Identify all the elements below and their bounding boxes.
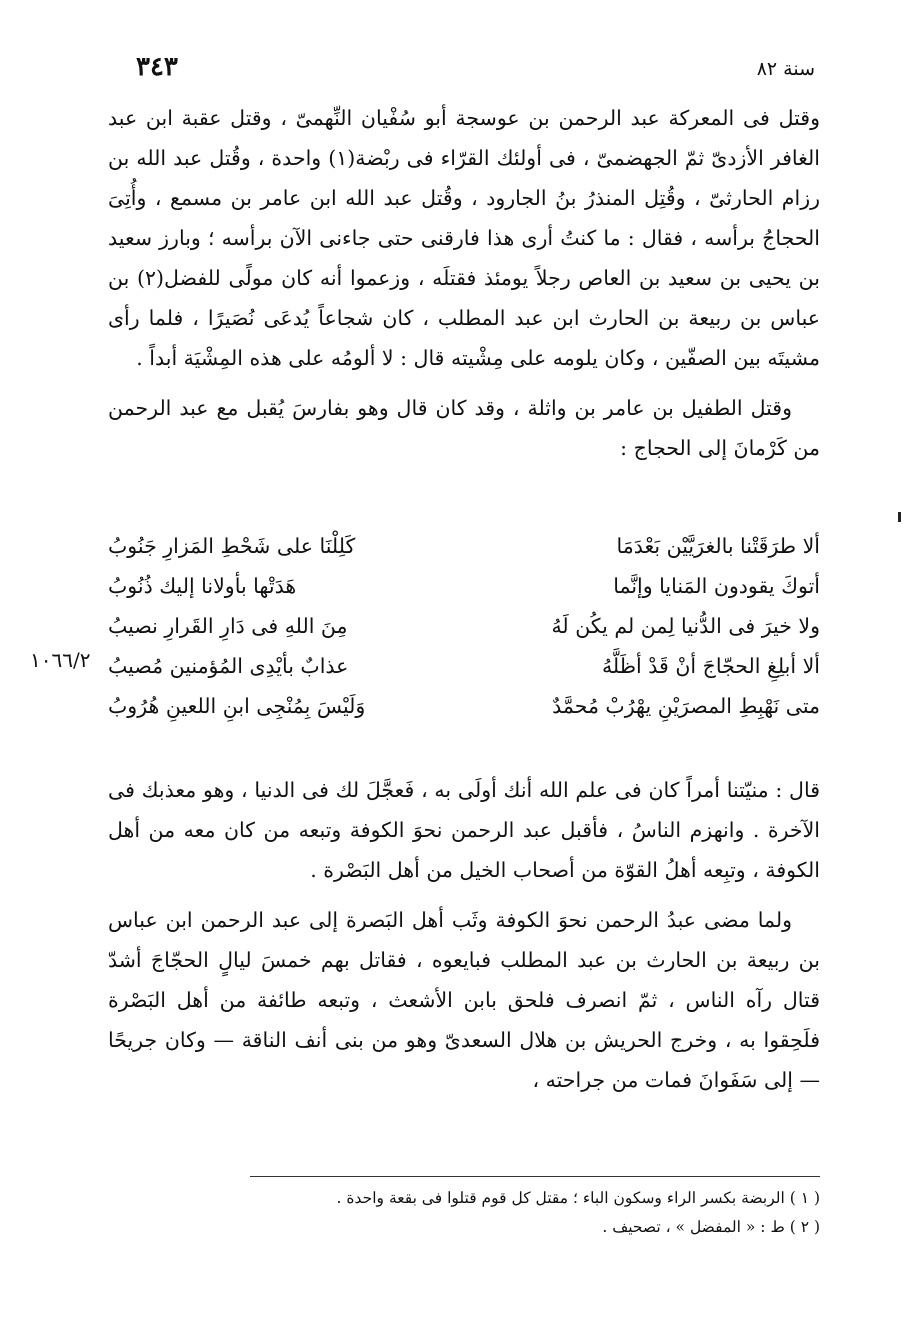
- footnote-1: ( ١ ) الربضة بكسر الراء وسكون الباء ؛ مقتل كل قوم قتلوا فى بقعة واحدة .: [336, 1189, 820, 1207]
- footnotes: [250, 1184, 820, 1242]
- verse-first-hemistich: متى نَهْبِطِ المصرَيْنِ يهْرُبْ مُحمَّدٌ: [552, 694, 820, 718]
- poem: [108, 530, 820, 730]
- poem-verse: [108, 610, 820, 650]
- year-label: سنة ٨٢: [756, 58, 815, 80]
- page-number: ٣٤٣: [136, 52, 178, 82]
- margin-reference: ١٠٦٦/٢: [30, 648, 91, 672]
- verse-first-hemistich: ألا أبلِغِ الحجّاجَ أنْ قَدْ أظَلَّهُ: [601, 654, 820, 678]
- margin-mark: [898, 512, 901, 522]
- paragraph-2: وقتل الطفيل بن عامر بن واثلة ، وقد كان قال وهو بفارسَ يُقبل مع عبد الرحمن من كَرْمانَ إلى الحجاج :: [108, 396, 820, 460]
- poem-verse: [108, 690, 820, 730]
- verse-second-hemistich: مِنَ اللهِ فى دَارِ القَرارِ نصيبُ: [108, 614, 348, 638]
- verse-first-hemistich: ولا خيرَ فى الدُّنيا لِمن لم يكُن لَهُ: [551, 614, 820, 638]
- verse-second-hemistich: كَلِلْنَا على شَحْطِ المَزارِ جَنُوبُ: [108, 534, 356, 558]
- paragraph-1: وقتل فى المعركة عبد الرحمن بن عوسجة أبو سُفْيان النِّهمىّ ، وقتل عقبة ابن عبد الغافر الأزدىّ ثمّ الجهضمىّ ، فى أولئك القرّاء فى ربْضة(١) واحدة ، وقُتل عبد الله بن رزام الحارثىّ ، وقُتِل المنذرُ بنُ الجارود ، وقُتل عبد الله ابن عامر بن مسمع ، وأُتِىَ الحجاجُ برأسه ، فقال : ما كنتُ أرى هذا فارقنى حتى جاءنى الآن برأسه ؛ وبارز سعيد بن يحيى بن سعيد بن العاص رجلاً يومئذ فقتلَه ، وزعموا أنه كان مولًى للفضل(٢) بن عباس بن ربيعة بن الحارث ابن عبد المطلب ، كان شجاعاً يُدعَى نُصَيرًا ، فلما رأى مشيتَه بين الصفّين ، وكان يلومه على مِشْيته قال : لا ألومُه على هذه المِشْيَة أبداً .: [108, 106, 820, 370]
- main-text: [108, 98, 820, 468]
- verse-first-hemistich: ألا طرَقَتْنا بالغرَيَّيْن بَعْدَمَا: [616, 534, 820, 558]
- paragraph-4: ولما مضى عبدُ الرحمن نحوَ الكوفة وثَب أهل البَصرة إلى عبد الرحمن ابن عباس بن ربيعة بن الحارث بن عبد المطلب فبايعوه ، فقاتل بهم خمسَ ليالٍ الحجّاجَ أشدّ قتال رآه الناس ، ثمّ انصرف فلحق بابن الأشعث ، وتبعه طائفة من أهل البَصْرة فلَحِقوا به ، وخرج الحريش بن هلال السعدىّ وهو من بنى أنف الناقة — وكان جريحًا — إلى سَفَوانَ فمات من جراحته ،: [108, 908, 820, 1092]
- poem-verse: [108, 650, 820, 690]
- page-header: [110, 52, 815, 88]
- footnote-2: ( ٢ ) ط : « المفضل » ، تصحيف .: [602, 1218, 820, 1236]
- poem-verse: [108, 570, 820, 610]
- footnote-divider: [250, 1176, 820, 1177]
- verse-first-hemistich: أتوكَ يقودون المَنايا وإنَّما: [613, 574, 820, 598]
- verse-second-hemistich: عذابٌ بأيْدِى المُؤمنين مُصيبُ: [108, 654, 349, 678]
- verse-second-hemistich: هَدَتْها بأولانا إليك ذُنُوبُ: [108, 574, 297, 598]
- verse-second-hemistich: وَلَيْسَ بِمُنْجِى ابنِ اللعينِ هُرُوبُ: [108, 694, 366, 718]
- main-text-continued: [108, 770, 820, 1100]
- paragraph-3: قال : منيّتنا أمراً كان فى علم الله أنك أولَى به ، فَعجَّلَ لك فى الدنيا ، وهو معذبك فى الآخرة . وانهزم الناسُ ، فأقبل عبد الرحمن نحوَ الكوفة وتبعه من كان معه من أهل الكوفة ، وتبِعه أهلُ القوّة من أصحاب الخيل من أهل البَصْرة .: [108, 778, 820, 882]
- poem-verse: [108, 530, 820, 570]
